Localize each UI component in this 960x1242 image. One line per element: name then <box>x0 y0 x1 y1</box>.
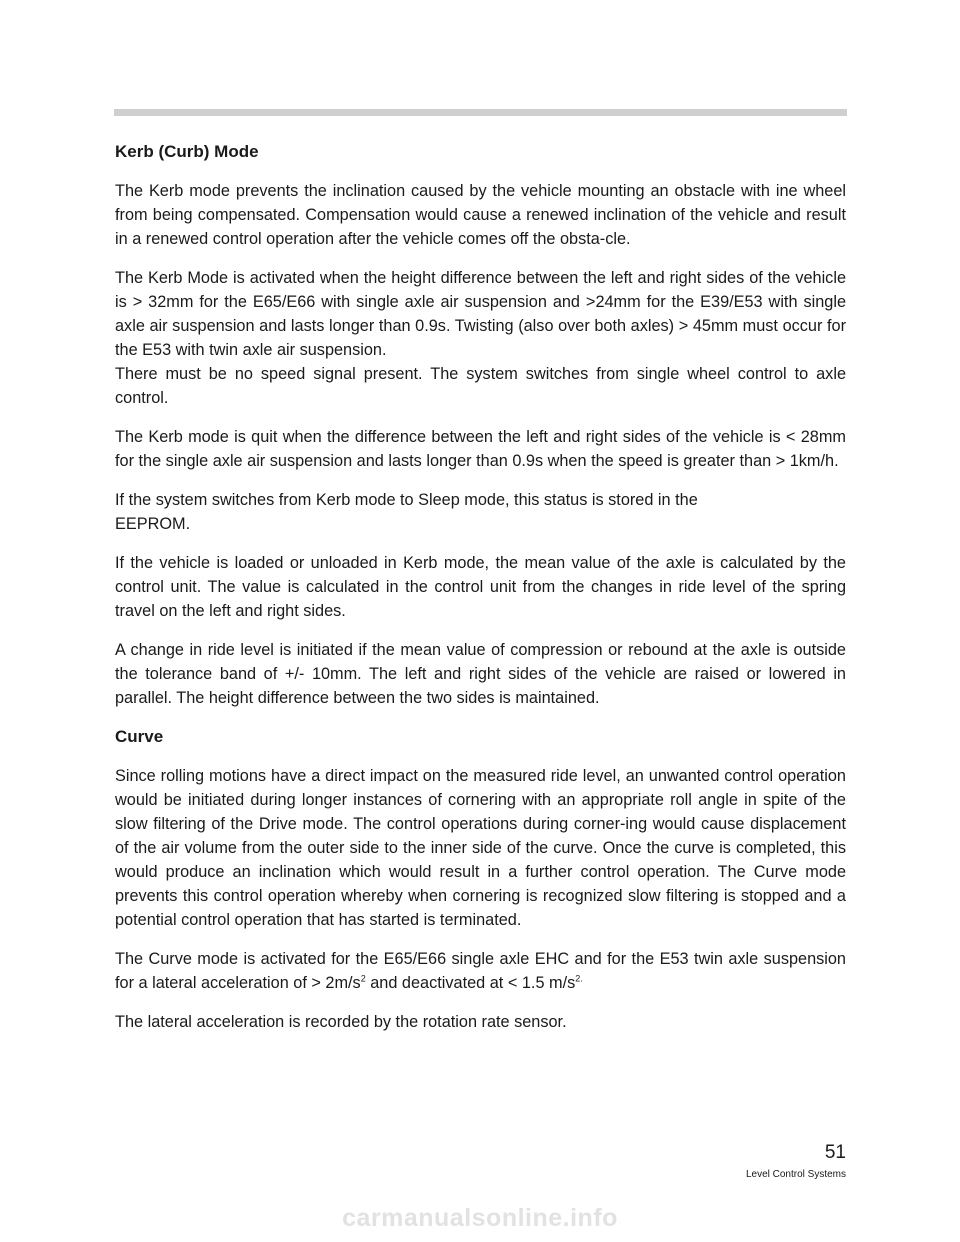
curve-paragraph-2 <box>115 947 846 995</box>
kerb-mode-paragraph-1: The Kerb mode prevents the inclination caused by the vehicle mounting an obstacle with ine wheel from being compensated. Compensation would cause a renewed inclination of the vehicle and result in a renewed control operation after the vehicle comes off the obsta-cle. <box>115 182 846 248</box>
kerb-mode-paragraph-2: The Kerb Mode is activated when the height difference between the left and right sides of the vehicle is > 32mm for the E65/E66 with single axle air suspension and >24mm for the E39/E53 with single axle air suspension and lasts longer than 0.9s. Twisting (also over both axles) > 45mm must occur for the E53 with twin axle air suspension. <box>115 269 846 359</box>
top-divider <box>114 109 847 116</box>
kerb-mode-heading: Kerb (Curb) Mode <box>115 142 259 161</box>
footer-title: Level Control Systems <box>745 1169 846 1180</box>
page-number: 51 <box>824 1142 846 1163</box>
kerb-mode-paragraph-4: The Kerb mode is quit when the difference between the left and right sides of the vehicle is < 28mm for the single axle air suspension and lasts longer than 0.9s when the speed is greater than > 1km/h. <box>115 428 846 470</box>
page-content <box>115 140 846 1049</box>
kerb-mode-paragraph-5-line-2: EEPROM. <box>115 515 191 533</box>
kerb-mode-paragraph-3: There must be no speed signal present. The system switches from single wheel control to axle control. <box>115 365 846 407</box>
curve-paragraph-3: The lateral acceleration is recorded by the rotation rate sensor. <box>115 1013 567 1031</box>
curve-paragraph-2-text-2: and deactivated at < 1.5 m/s <box>365 974 576 992</box>
superscript-2: 2 <box>360 973 366 984</box>
curve-paragraph-2-text-1: The Curve mode is activated for the E65/E66 single axle EHC and for the E53 twin axle suspension for a lateral acceleration of > 2m/s <box>115 950 846 992</box>
kerb-mode-paragraph-6: If the vehicle is loaded or unloaded in Kerb mode, the mean value of the axle is calculated by the control unit. The value is calculated in the control unit from the changes in ride level of the spring travel on the left and right sides. <box>115 554 846 620</box>
curve-heading: Curve <box>115 727 164 746</box>
curve-paragraph-1: Since rolling motions have a direct impact on the measured ride level, an unwanted control operation would be initiated during longer instances of cornering with an appropriate roll angle in spite of the slow filtering of the Drive mode. The control operations during corner-ing would cause displacement of the air volume from the outer side to the inner side of the curve. Once the curve is completed, this would produce an inclination which would result in a further control operation. The Curve mode prevents this control operation whereby when cornering is recognized slow filtering is stopped and a potential control operation that has started is terminated. <box>115 767 846 929</box>
kerb-mode-paragraph-5 <box>115 488 846 536</box>
superscript-2-period: 2. <box>575 973 583 984</box>
watermark: carmanualsonline.info <box>342 1204 618 1232</box>
kerb-mode-paragraph-5-line-1: If the system switches from Kerb mode to Sleep mode, this status is stored in the <box>115 491 698 509</box>
kerb-mode-paragraph-7: A change in ride level is initiated if the mean value of compression or rebound at the axle is outside the tolerance band of +/- 10mm. The left and right sides of the vehicle are raised or lowered in parallel. The height difference between the two sides is maintained. <box>115 641 846 707</box>
